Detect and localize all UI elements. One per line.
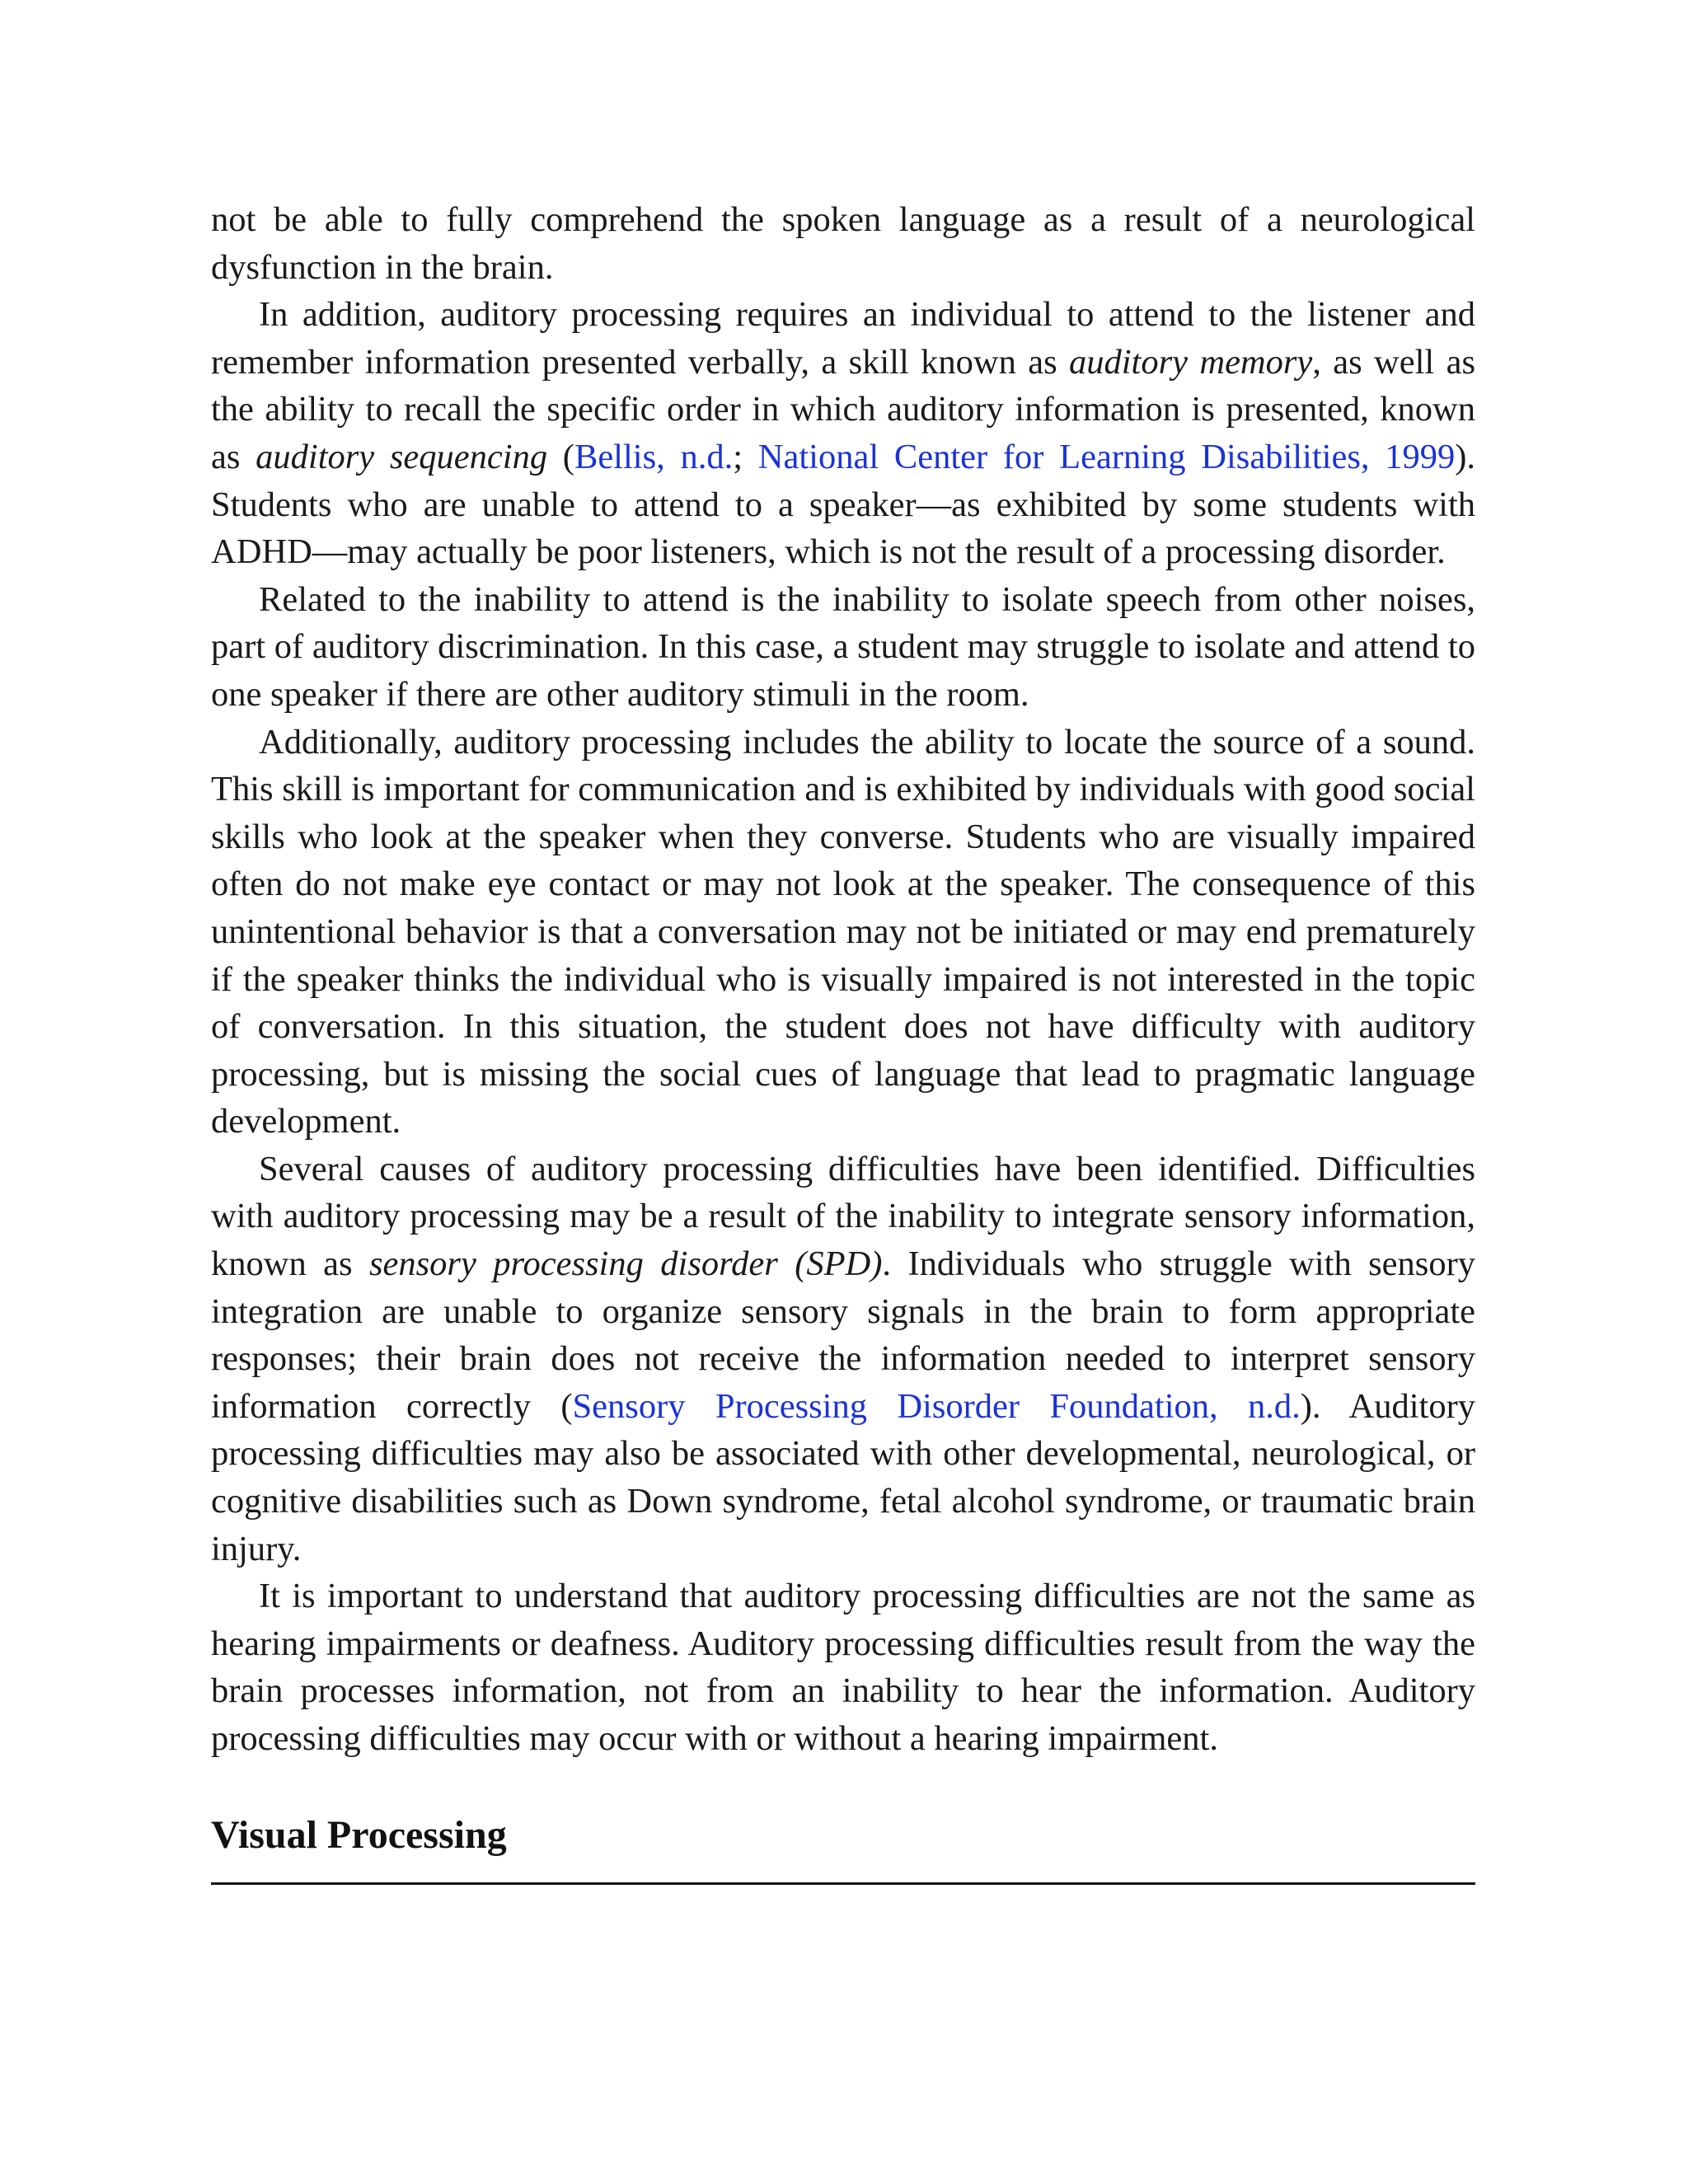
paragraph-text: , as well as the ability to recall the specific order in which auditory information is presented, known as bbox=[211, 342, 1475, 476]
paragraph-locate-sound bbox=[211, 719, 1475, 1146]
paragraph-text: Related to the inability to attend is the inability to isolate speech from other noises, part of auditory discrimination. In this case, a student may struggle to isolate and attend to one speaker if there are other auditory stimuli in the room. bbox=[211, 579, 1475, 714]
paragraph-text: ). Auditory processing difficulties may also be associated with other developmental, neurological, or cognitive disabilities such as Down syndrome, fetal alcohol syndrome, or traumatic brain injury. bbox=[211, 1386, 1475, 1568]
paragraph-continued bbox=[211, 196, 1475, 291]
paragraph-auditory-memory bbox=[211, 291, 1475, 576]
citation-link-ncld[interactable]: National Center for Learning Disabilities, 1999 bbox=[757, 437, 1456, 476]
term-auditory-memory: auditory memory bbox=[1068, 342, 1313, 382]
term-auditory-sequencing: auditory sequencing bbox=[256, 437, 548, 476]
document-page bbox=[211, 196, 1475, 1885]
citation-link-spd-foundation[interactable]: Sensory Processing Disorder Foundation, n.d. bbox=[572, 1386, 1301, 1426]
paragraph-not-hearing-impairment bbox=[211, 1572, 1475, 1762]
paragraph-isolate-speech bbox=[211, 576, 1475, 719]
paragraph-text: ). Students who are unable to attend to a speaker—as exhibited by some students with ADHD—may actually be poor listeners, which is not the result of a processing disorder. bbox=[211, 437, 1476, 572]
term-sensory-processing-disorder: sensory processing disorder (SPD) bbox=[368, 1244, 883, 1284]
paragraph-text: . Individuals who struggle with sensory integration are unable to organize sensory signals in the brain to form appropriate responses; their brain does not receive the information needed to interpret sensory information correctly ( bbox=[211, 1244, 1475, 1426]
paragraph-text: Additionally, auditory processing includes the ability to locate the source of a sound. This skill is important for communication and is exhibited by individuals with good social skills who look at the speaker when they converse. Students who are visually impaired often do not make eye contact or may not look at the speaker. The consequence of this unintentional behavior is that a conversation may not be initiated or may end prematurely if the speaker thinks the individual who is visually impaired is not interested in the topic of conversation. In this situation, the student does not have difficulty with auditory processing, but is missing the social cues of language that lead to pragmatic language development. bbox=[211, 722, 1475, 1141]
heading-divider bbox=[211, 1882, 1475, 1885]
paragraph-causes bbox=[211, 1146, 1475, 1572]
citation-link-bellis[interactable]: Bellis, n.d. bbox=[574, 437, 734, 476]
paragraph-text: It is important to understand that auditory processing difficulties are not the same as hearing impairments or deafness. Auditory processing difficulties result from the way the brain processes information, not from an inability to hear the information. Auditory processing difficulties may occur with or without a hearing impairment. bbox=[211, 1577, 1475, 1758]
paragraph-text: not be able to fully comprehend the spoken language as a result of a neurological dysfunction in the brain. bbox=[211, 200, 1475, 287]
section-heading: Visual Processing bbox=[211, 1812, 507, 1857]
paragraph-text: In addition, auditory processing requires an individual to attend to the listener and remember information presented verbally, a skill known as bbox=[211, 295, 1475, 382]
paragraph-text: ; bbox=[733, 437, 758, 476]
paragraph-text: ( bbox=[547, 437, 574, 476]
paragraph-text: Several causes of auditory processing difficulties have been identified. Difficulties with auditory processing may be a result of the inability to integrate sensory information, known as bbox=[211, 1149, 1475, 1284]
